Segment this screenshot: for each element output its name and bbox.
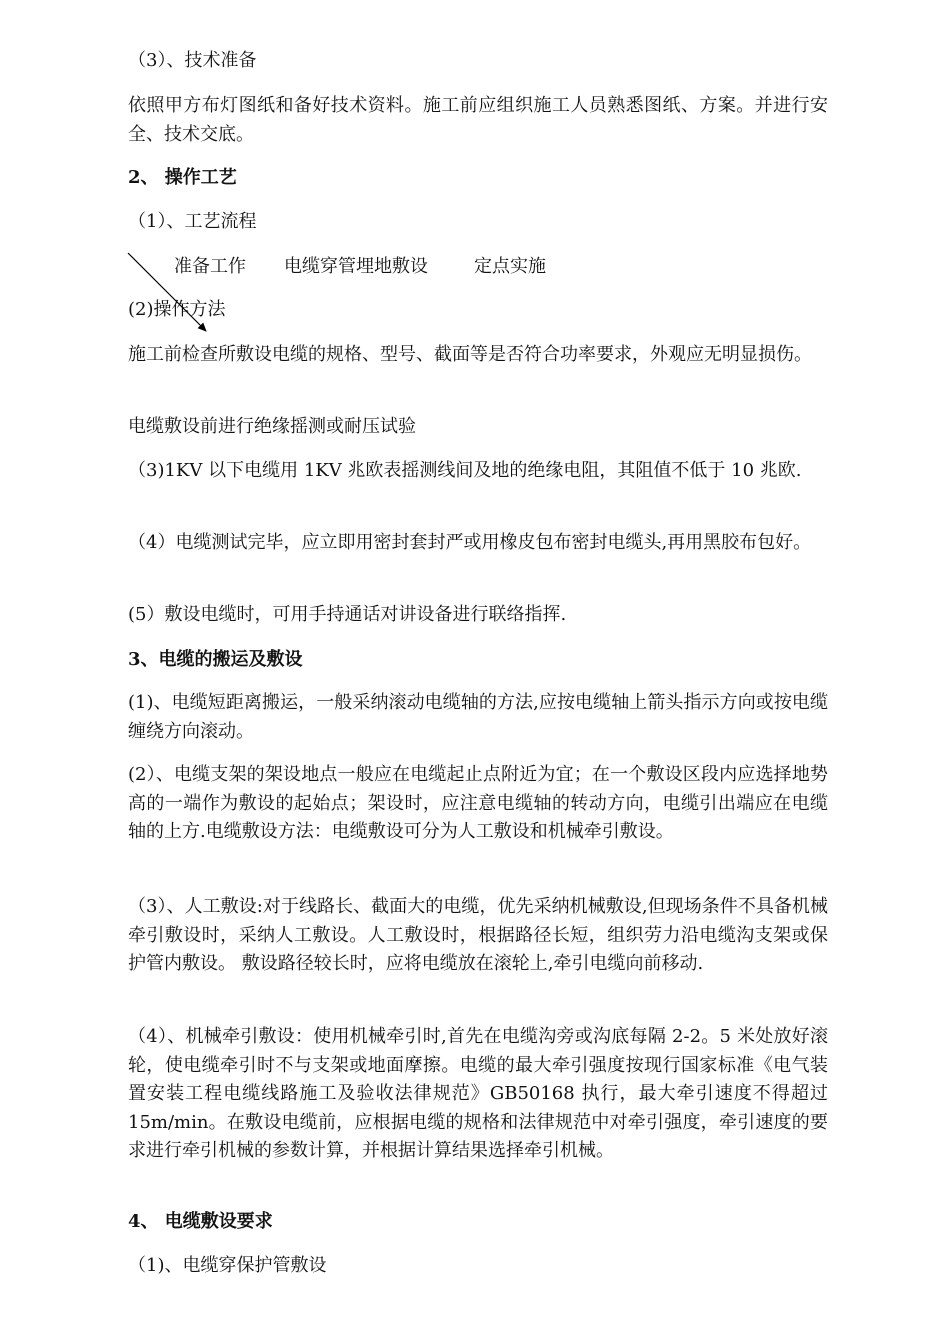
manual-laying-paragraph: （3）、人工敷设:对于线路长、截面大的电缆，优先采纳机械敷设,但现场条件不具备机械牵引敷设时，采纳人工敷设。人工敷设时，根据路径长短，组织劳力沿电缆沟支架或保护管内敷设。 敷设路径较长时，应将电缆放在滚轮上,牵引电缆向前移动. — [128, 896, 828, 974]
seal-cable-paragraph: （4）电缆测试完毕，应立即用密封套封严或用橡皮包布密封电缆头,再用黑胶布包好。 — [128, 532, 812, 553]
insulation-test-paragraph: 电缆敷设前进行绝缘摇测或耐压试验 — [128, 416, 416, 437]
flow-step-1: 准备工作 — [174, 256, 246, 277]
process-flow-label: （1）、工艺流程 — [128, 211, 257, 232]
section-3-tech-prep: （3）、技术准备 — [128, 50, 257, 71]
tech-prep-paragraph: 依照甲方布灯图纸和备好技术资料。施工前应组织施工人员熟悉图纸、方案。并进行安全、技术交底。 — [128, 95, 828, 145]
protective-tube-label: （1)、电缆穿保护管敷设 — [128, 1255, 327, 1276]
check-cable-paragraph: 施工前检查所敷设电缆的规格、型号、截面等是否符合功率要求，外观应无明显损伤。 — [128, 344, 812, 365]
heading-operation-process: 2、 操作工艺 — [128, 167, 237, 188]
short-distance-transport-paragraph: (1)、电缆短距离搬运，一般采纳滚动电缆轴的方法,应按电缆轴上箭头指示方向或按电缆缠绕方向滚动。 — [128, 692, 828, 742]
flow-step-3: 定点实施 — [474, 256, 546, 277]
intercom-paragraph: (5）敷设电缆时，可用手持通话对讲设备进行联络指挥. — [128, 604, 567, 625]
heading-laying-requirements: 4、 电缆敷设要求 — [128, 1211, 273, 1232]
mechanical-laying-paragraph: （4）、机械牵引敷设：使用机械牵引时,首先在电缆沟旁或沟底每隔 2-2。5 米处放好滚轮，使电缆牵引时不与支架或地面摩擦。电缆的最大牵引强度按现行国家标准《电气装置安装工程电缆线路施工及验收法律规范》GB50168 执行，最大牵引速度不得超过 15m/min。在敷设电缆前，应根据电缆的规格和法律规范中对牵引强度，牵引速度的要求进行牵引机械的参数计算，并根据计算结果选择牵引机械。 — [128, 1026, 828, 1161]
cable-support-paragraph: (2）、电缆支架的架设地点一般应在电缆起止点附近为宜；在一个敷设区段内应选择地势高的一端作为敷设的起始点；架设时，应注意电缆轴的转动方向，电缆引出端应在电缆轴的上方.电缆敷设方法：电缆敷设可分为人工敷设和机械牵引敷设。 — [128, 764, 828, 842]
heading-cable-transport: 3、电缆的搬运及敷设 — [128, 649, 303, 670]
flow-step-2: 电缆穿管埋地敷设 — [284, 256, 428, 277]
megger-test-paragraph: （3)1KV 以下电缆用 1KV 兆欧表摇测线间及地的绝缘电阻，其阻值不低于 10 兆欧. — [128, 460, 802, 481]
operation-method-label: (2)操作方法 — [128, 299, 226, 320]
